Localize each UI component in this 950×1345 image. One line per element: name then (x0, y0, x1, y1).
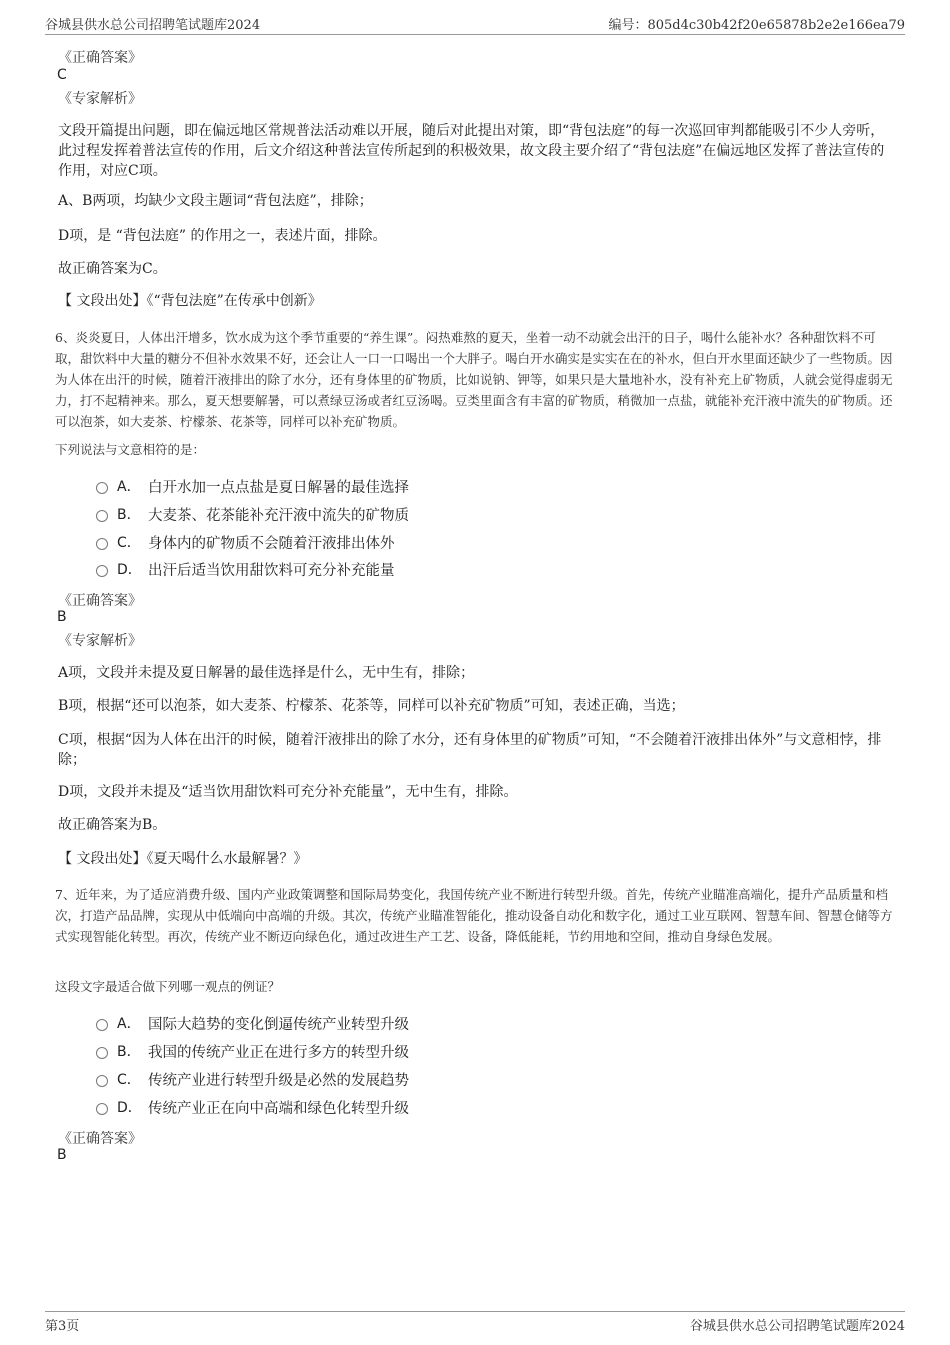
analysis-paragraph: 故正确答案为B。 (58, 817, 167, 833)
radio-icon[interactable] (96, 538, 108, 550)
radio-icon[interactable] (96, 565, 108, 577)
option-b[interactable] (96, 504, 516, 526)
page-number: 第3页 (45, 1319, 80, 1334)
option-text: 国际大趋势的变化倒逼传统产业转型升级 (148, 1017, 409, 1033)
radio-icon[interactable] (96, 1019, 108, 1031)
analysis-label: 《专家解析》 (58, 91, 142, 107)
footer-title: 谷城县供水总公司招聘笔试题库2024 (689, 1319, 905, 1334)
question-prompt: 下列说法与文意相符的是： (55, 442, 206, 457)
option-text: 我国的传统产业正在进行多方的转型升级 (148, 1045, 409, 1061)
option-letter: A． (117, 479, 141, 495)
option-b[interactable] (96, 1041, 516, 1063)
option-a[interactable] (96, 1013, 516, 1035)
analysis-paragraph: D项，文段并未提及“适当饮用甜饮料可充分补充能量”，无中生有，排除。 (58, 784, 518, 800)
option-text: 身体内的矿物质不会随着汗液排出体外 (148, 536, 395, 552)
source-citation: 【 文段出处】《夏天喝什么水最解暑？》 (58, 851, 308, 867)
option-c[interactable] (96, 1069, 516, 1091)
question-stem: 6、炎炎夏日，人体出汗增多，饮水成为这个季节重要的“养生课”。闷热难熬的夏天，坐着一动不动就会出汗的日子，喝什么能补水？各种甜饮料不可取，甜饮料中大量的糖分不但补水效果不好，还会让人一口一口喝出一个大胖子。喝白开水确实是实实在在的补水，但白开水里面还缺少了一些物质。因为人体在出汗的时候，随着汗液排出的除了水分，还有身体里的矿物质，比如说钠、钾等，如果只是大量地补水，没有补充上矿物质，人就会觉得虚弱无力，打不起精神来。那么，夏天想要解暑，可以煮绿豆汤或者红豆汤喝。豆类里面含有丰富的矿物质，稍微加一点盐，就能补充汗液中流失的矿物质。还可以泡茶，如大麦茶、柠檬茶、花茶等，同样可以补充矿物质。 (55, 330, 893, 429)
analysis-paragraph: 故正确答案为C。 (58, 261, 167, 277)
option-text: 大麦茶、花茶能补充汗液中流失的矿物质 (148, 508, 409, 524)
header-code: 编号：805d4c30b42f20e65878b2e2e166ea79 (608, 18, 905, 33)
option-text: 白开水加一点点盐是夏日解暑的最佳选择 (148, 480, 409, 496)
option-letter: A． (117, 1016, 141, 1032)
source-citation: 【 文段出处】《“背包法庭”在传承中创新》 (58, 293, 322, 309)
answer-value: B (57, 609, 67, 625)
analysis-label: 《专家解析》 (58, 633, 142, 649)
option-letter: B． (117, 1044, 141, 1060)
radio-icon[interactable] (96, 1103, 108, 1115)
analysis-paragraph: A项，文段并未提及夏日解暑的最佳选择是什么，无中生有，排除； (58, 665, 475, 681)
answer-label: 《正确答案》 (58, 1131, 142, 1147)
option-text: 传统产业进行转型升级是必然的发展趋势 (148, 1073, 409, 1089)
analysis-paragraph: A、B两项，均缺少文段主题词“背包法庭”，排除； (58, 193, 373, 209)
option-letter: C． (117, 1072, 141, 1088)
analysis-paragraph: B项，根据“还可以泡茶，如大麦茶、柠檬茶、花茶等，同样可以补充矿物质”可知，表述正确，当选； (58, 698, 685, 714)
answer-label: 《正确答案》 (58, 50, 142, 66)
option-c[interactable] (96, 532, 516, 554)
option-letter: D． (117, 562, 142, 578)
analysis-paragraph: C项，根据“因为人体在出汗的时候，随着汗液排出的除了水分，还有身体里的矿物质”可知，“不会随着汗液排出体外”与文意相悖，排除； (58, 732, 882, 768)
analysis-paragraph: D项，是 “背包法庭” 的作用之一，表述片面，排除。 (58, 228, 387, 244)
option-a[interactable] (96, 476, 516, 498)
radio-icon[interactable] (96, 510, 108, 522)
option-d[interactable] (96, 559, 516, 581)
option-letter: D． (117, 1100, 142, 1116)
option-letter: C． (117, 535, 141, 551)
option-text: 传统产业正在向中高端和绿色化转型升级 (148, 1101, 409, 1117)
radio-icon[interactable] (96, 1075, 108, 1087)
header-title: 谷城县供水总公司招聘笔试题库2024 (45, 18, 261, 33)
answer-value: C (57, 67, 67, 83)
radio-icon[interactable] (96, 1047, 108, 1059)
option-text: 出汗后适当饮用甜饮料可充分补充能量 (148, 563, 395, 579)
radio-icon[interactable] (96, 482, 108, 494)
option-d[interactable] (96, 1097, 516, 1119)
analysis-paragraph: 文段开篇提出问题，即在偏远地区常规普法活动难以开展，随后对此提出对策，即“背包法庭”的每一次巡回审判都能吸引不少人旁听，此过程发挥着普法宣传的作用，后文介绍这种普法宣传所起到的积极效果，故文段主要介绍了“背包法庭”在偏远地区发挥了普法宣传的作用，对应C项。 (58, 123, 885, 179)
question-stem: 7、近年来，为了适应消费升级、国内产业政策调整和国际局势变化，我国传统产业不断进行转型升级。首先，传统产业瞄准高端化，提升产品质量和档次，打造产品品牌，实现从中低端向中高端的升级。其次，传统产业瞄准智能化，推动设备自动化和数字化，通过工业互联网、智慧车间、智慧仓储等方式实现智能化转型。再次，传统产业不断迈向绿色化，通过改进生产工艺、设备，降低能耗，节约用地和空间，推动自身绿色发展。 (55, 887, 893, 944)
page-header (45, 14, 905, 35)
answer-value: B (57, 1147, 67, 1163)
question-prompt: 这段文字最适合做下列哪一观点的例证？ (55, 979, 281, 994)
option-letter: B． (117, 507, 141, 523)
answer-label: 《正确答案》 (58, 593, 142, 609)
page-footer (45, 1311, 905, 1334)
